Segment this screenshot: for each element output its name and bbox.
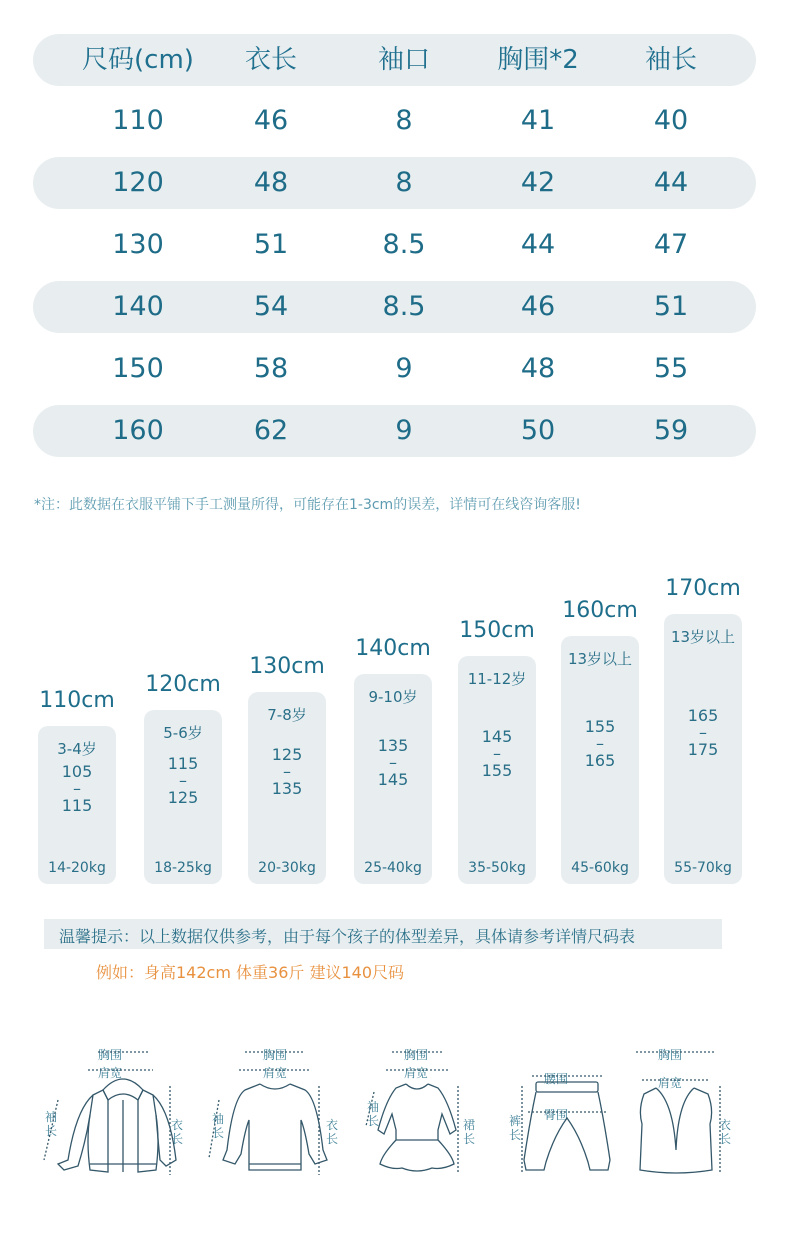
height-from: 165 <box>687 706 719 725</box>
size-label: 150cm <box>459 618 535 643</box>
chest-label: 胸围 <box>404 1048 429 1062</box>
table-row <box>33 281 756 333</box>
range-dash: – <box>283 762 291 781</box>
table-cell: 47 <box>653 229 689 260</box>
hooded-jacket-diagram <box>38 1040 188 1180</box>
range-dash: – <box>699 723 707 742</box>
height-to: 135 <box>271 779 303 798</box>
table-cell: 9 <box>395 415 413 446</box>
table-cell: 150 <box>112 353 164 384</box>
height-to: 165 <box>584 751 616 770</box>
size-bar <box>248 692 326 884</box>
weight-label: 18-25kg <box>154 860 212 876</box>
waist-label: 腰围 <box>544 1072 569 1086</box>
size-bar <box>664 614 742 884</box>
table-cell: 58 <box>253 353 289 384</box>
dress-diagram <box>362 1040 512 1180</box>
table-header-cell: 袖长 <box>644 45 697 75</box>
table-header-cell: 袖口 <box>377 45 430 75</box>
table-row <box>33 343 756 395</box>
size-label: 170cm <box>665 576 741 601</box>
table-cell: 59 <box>653 415 689 446</box>
height-to: 115 <box>61 796 93 815</box>
height-range <box>354 737 432 788</box>
length-label: 衣长 <box>325 1118 338 1146</box>
size-label: 160cm <box>562 598 638 623</box>
shoulder-label: 肩宽 <box>98 1066 123 1080</box>
height-to: 145 <box>377 770 409 789</box>
table-cell: 41 <box>520 105 556 136</box>
table-cell: 8.5 <box>382 229 426 260</box>
height-range <box>38 763 116 814</box>
example-text: 例如：身高142cm 体重36斤 建议140尺码 <box>96 963 404 982</box>
table-cell: 62 <box>253 415 289 446</box>
length-label: 衣长 <box>718 1118 731 1146</box>
sweatshirt-icon <box>205 1040 355 1180</box>
shoulder-label: 肩宽 <box>263 1066 288 1080</box>
table-cell: 130 <box>112 229 164 260</box>
table-cell: 51 <box>653 291 689 322</box>
sweatshirt-diagram <box>205 1040 355 1180</box>
table-cell: 110 <box>112 105 164 136</box>
height-from: 155 <box>584 717 616 736</box>
height-from: 115 <box>167 754 199 773</box>
table-header-cell: 尺码(cm) <box>82 45 194 75</box>
height-range <box>458 728 536 779</box>
range-dash: – <box>389 753 397 772</box>
height-to: 125 <box>167 788 199 807</box>
table-cell: 46 <box>520 291 556 322</box>
hip-label: 臀围 <box>544 1108 569 1122</box>
age-label: 13岁以上 <box>670 628 736 646</box>
skirt-length-label: 裙长 <box>462 1118 475 1146</box>
table-cell: 140 <box>112 291 164 322</box>
age-label: 3-4岁 <box>57 740 97 758</box>
length-label: 衣长 <box>170 1118 183 1146</box>
size-label: 110cm <box>39 688 115 713</box>
height-range <box>248 746 326 797</box>
table-cell: 40 <box>653 105 689 136</box>
sleeve-label: 袖长 <box>211 1112 224 1140</box>
height-range <box>561 718 639 769</box>
table-cell: 55 <box>653 353 689 384</box>
table-header-cell: 衣长 <box>244 45 297 75</box>
sleeve-label: 袖长 <box>44 1110 57 1138</box>
vest-icon <box>628 1040 778 1180</box>
age-label: 13岁以上 <box>567 650 633 668</box>
range-dash: – <box>73 779 81 798</box>
height-to: 155 <box>481 761 513 780</box>
measurement-note: *注：此数据在衣服平铺下手工测量所得，可能存在1-3cm的误差，详情可在线咨询客服! <box>34 497 581 513</box>
table-cell: 44 <box>520 229 556 260</box>
table-header-row <box>33 34 756 86</box>
age-label: 9-10岁 <box>368 688 418 706</box>
age-label: 7-8岁 <box>267 706 307 724</box>
table-cell: 8 <box>395 167 413 198</box>
table-cell: 48 <box>253 167 289 198</box>
height-from: 135 <box>377 736 409 755</box>
table-row <box>33 219 756 271</box>
table-cell: 44 <box>653 167 689 198</box>
tip-text: 温馨提示：以上数据仅供参考，由于每个孩子的体型差异，具体请参考详情尺码表 <box>59 927 636 946</box>
table-row <box>33 95 756 147</box>
table-cell: 9 <box>395 353 413 384</box>
table-cell: 8 <box>395 105 413 136</box>
tip-box <box>44 919 722 949</box>
height-from: 105 <box>61 762 93 781</box>
size-label: 140cm <box>355 636 431 661</box>
weight-label: 25-40kg <box>364 860 422 876</box>
age-label: 11-12岁 <box>467 670 527 688</box>
dress-icon <box>362 1040 512 1180</box>
shoulder-label: 肩宽 <box>404 1066 429 1080</box>
table-cell: 54 <box>253 291 289 322</box>
size-label: 130cm <box>249 654 325 679</box>
range-dash: – <box>596 734 604 753</box>
size-bar <box>144 710 222 884</box>
table-row <box>33 157 756 209</box>
vest-diagram <box>628 1040 778 1180</box>
chest-label: 胸围 <box>98 1048 123 1062</box>
size-bar <box>561 636 639 884</box>
table-cell: 8.5 <box>382 291 426 322</box>
hooded-jacket-icon <box>38 1040 188 1180</box>
table-cell: 48 <box>520 353 556 384</box>
weight-label: 14-20kg <box>48 860 106 876</box>
range-dash: – <box>493 744 501 763</box>
height-range <box>664 707 742 758</box>
weight-label: 45-60kg <box>571 860 629 876</box>
sleeve-label: 袖长 <box>366 1100 379 1128</box>
shoulder-label: 肩宽 <box>658 1076 683 1090</box>
table-cell: 46 <box>253 105 289 136</box>
weight-label: 35-50kg <box>468 860 526 876</box>
chest-label: 胸围 <box>658 1048 683 1062</box>
table-cell: 42 <box>520 167 556 198</box>
table-cell: 160 <box>112 415 164 446</box>
range-dash: – <box>179 771 187 790</box>
age-label: 5-6岁 <box>163 724 203 742</box>
table-row <box>33 405 756 457</box>
pants-length-label: 裤长 <box>508 1114 521 1142</box>
table-cell: 50 <box>520 415 556 446</box>
size-bar <box>38 726 116 884</box>
table-cell: 51 <box>253 229 289 260</box>
height-from: 145 <box>481 727 513 746</box>
chest-label: 胸围 <box>263 1048 288 1062</box>
size-bar <box>458 656 536 884</box>
height-to: 175 <box>687 740 719 759</box>
size-label: 120cm <box>145 672 221 697</box>
height-range <box>144 755 222 806</box>
table-cell: 120 <box>112 167 164 198</box>
weight-label: 20-30kg <box>258 860 316 876</box>
weight-label: 55-70kg <box>674 860 732 876</box>
size-bar <box>354 674 432 884</box>
height-from: 125 <box>271 745 303 764</box>
table-header-cell: 胸围*2 <box>497 45 579 75</box>
